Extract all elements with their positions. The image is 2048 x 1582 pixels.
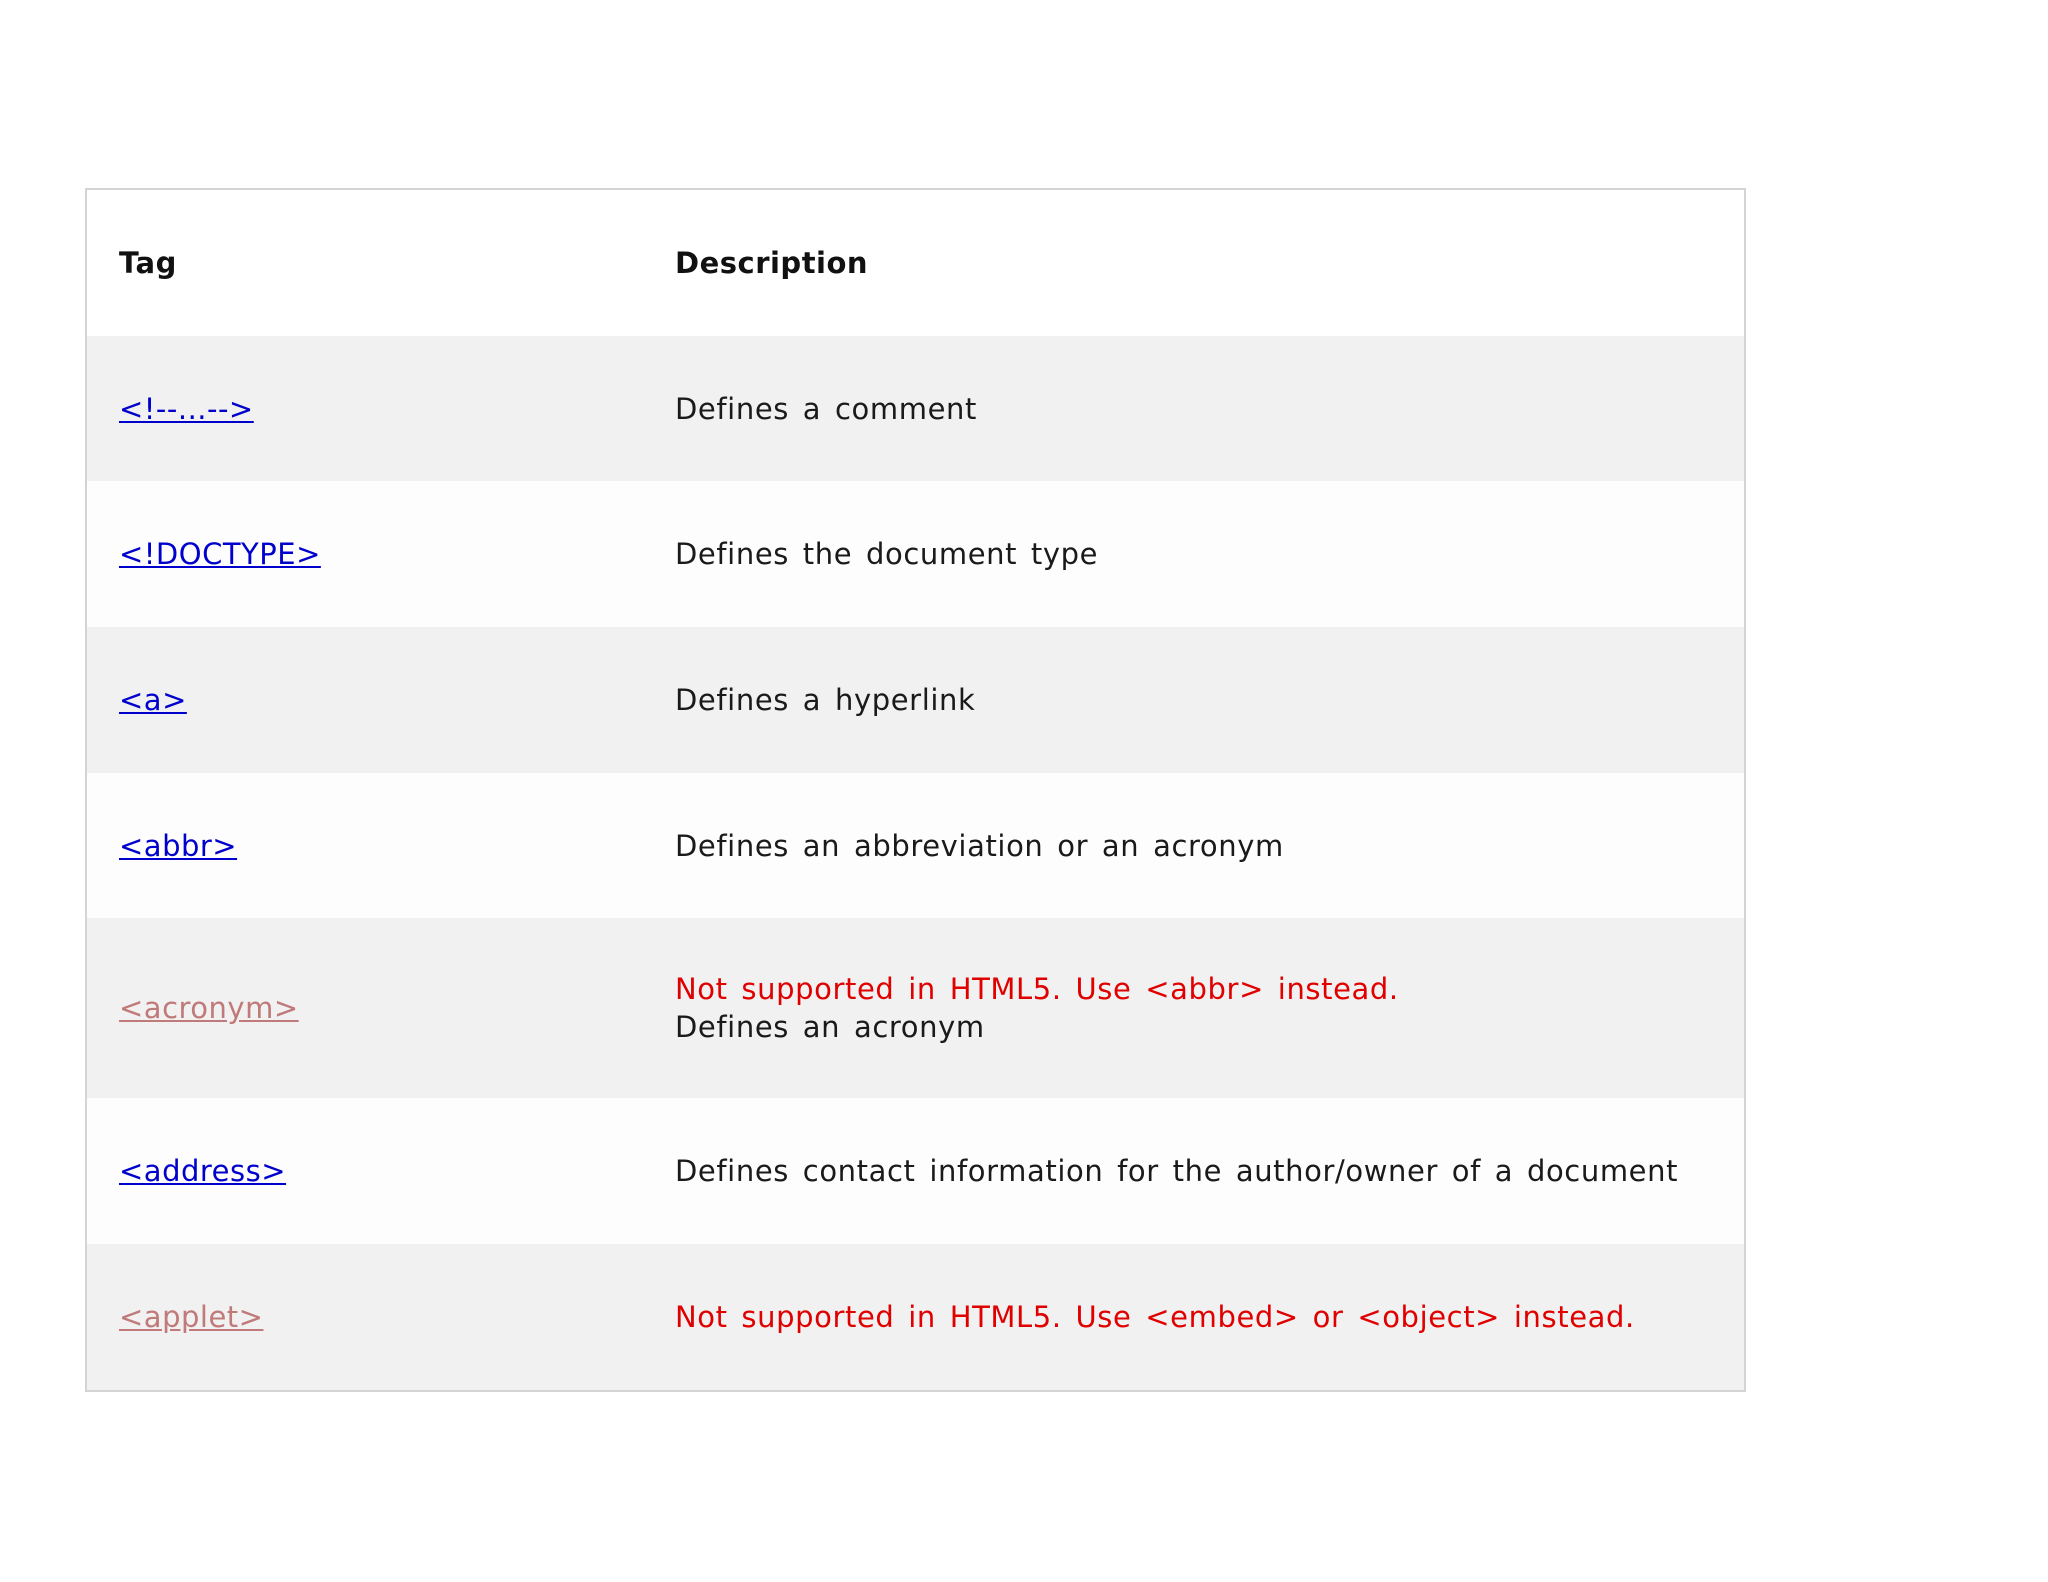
description-cell [675, 390, 1744, 428]
table-row [87, 1098, 1744, 1244]
tag-link-comment[interactable]: <!--...--> [119, 391, 254, 426]
description-text: Defines a comment [675, 391, 977, 426]
tag-cell [87, 991, 675, 1025]
description-cell [675, 1298, 1744, 1336]
header-cell-description [675, 246, 1744, 280]
column-header-description: Description [675, 246, 869, 280]
table-row [87, 918, 1744, 1098]
tag-cell [87, 829, 675, 863]
deprecation-warning: Not supported in HTML5. Use <abbr> instead. [675, 972, 1399, 1006]
tag-cell [87, 392, 675, 426]
tag-link-doctype[interactable]: <!DOCTYPE> [119, 537, 321, 571]
tag-cell [87, 683, 675, 717]
html-tag-reference-table [85, 188, 1746, 1392]
table-row [87, 773, 1744, 918]
tag-cell [87, 1154, 675, 1188]
tag-link-applet[interactable]: <applet> [119, 1300, 264, 1334]
description-cell [675, 681, 1744, 719]
tag-link-address[interactable]: <address> [119, 1154, 287, 1188]
description-cell [675, 1152, 1744, 1190]
tag-link-a[interactable]: <a> [119, 683, 187, 717]
description-cell [675, 535, 1744, 573]
tag-link-acronym[interactable]: <acronym> [119, 991, 299, 1025]
description-text: Defines contact information for the author/owner of a document [675, 1154, 1679, 1188]
column-header-tag: Tag [119, 246, 177, 280]
description-text: Defines a hyperlink [675, 683, 976, 717]
table-row [87, 627, 1744, 773]
description-cell [675, 827, 1744, 865]
tag-cell [87, 537, 675, 571]
tag-cell [87, 1300, 675, 1334]
table-row [87, 481, 1744, 627]
table-row [87, 1244, 1744, 1390]
description-text: Defines the document type [675, 537, 1099, 571]
deprecation-warning: Not supported in HTML5. Use <embed> or <object> instead. [675, 1300, 1635, 1334]
table-header-row [87, 190, 1744, 336]
description-text: Defines an abbreviation or an acronym [675, 828, 1284, 863]
tag-link-abbr[interactable]: <abbr> [119, 828, 238, 863]
description-cell [675, 970, 1744, 1046]
description-text: Defines an acronym [675, 1010, 985, 1044]
table-row [87, 336, 1744, 481]
header-cell-tag [87, 246, 675, 280]
